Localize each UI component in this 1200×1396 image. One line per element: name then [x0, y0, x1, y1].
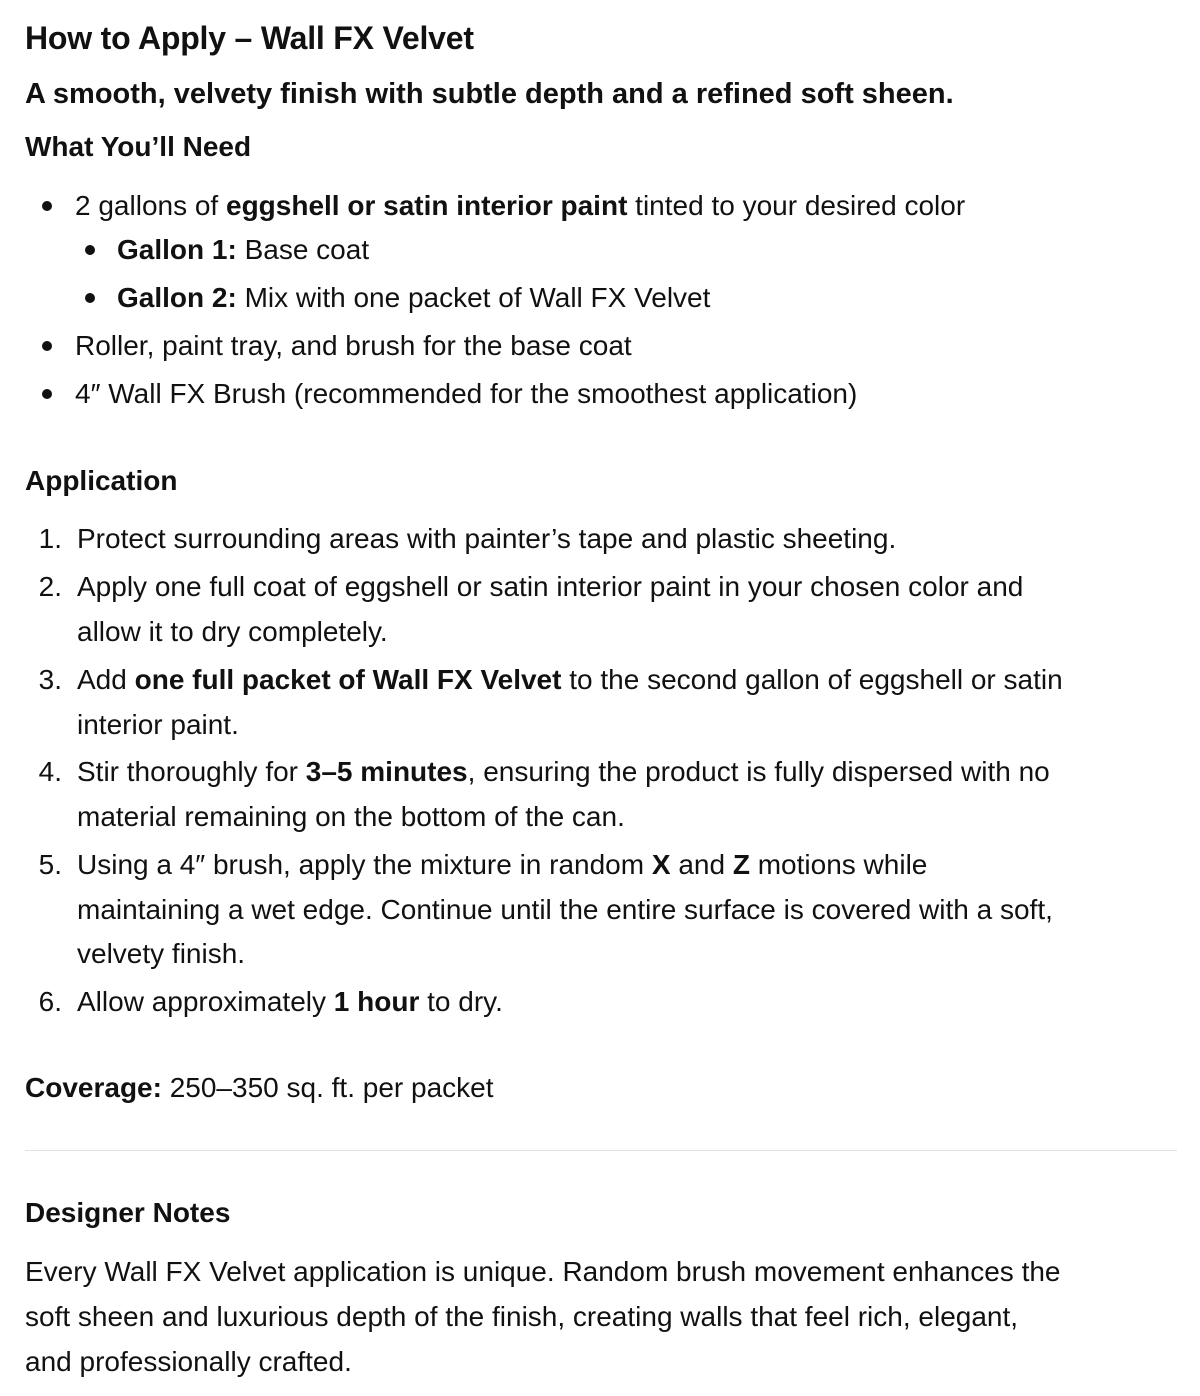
step-3-bold: one full packet of Wall FX Velvet — [134, 664, 562, 695]
step-1-text: Protect surrounding areas with painter’s tape and plastic sheeting. — [77, 523, 897, 554]
needs-sub-gallon-1 — [117, 233, 369, 267]
step-number: 1. — [38, 523, 62, 554]
step-5-bold-x: X — [651, 849, 671, 880]
step-5-mid: and — [670, 849, 733, 880]
coverage-label: Coverage: — [25, 1072, 162, 1103]
step-2-text-line-1: Apply one full coat of eggshell or satin interior paint in your chosen color and — [77, 571, 1024, 602]
step-3-post: to the second gallon of eggshell or satin — [561, 664, 1063, 695]
gallon-1-label: Gallon 1: — [117, 234, 237, 265]
step-6-pre: Allow approximately — [77, 986, 334, 1017]
step-5-text-line-1 — [77, 848, 927, 882]
step-4-post: , ensuring the product is fully dispersed with no — [467, 756, 1050, 787]
needs-heading: What You’ll Need — [25, 131, 252, 162]
step-6-text — [77, 985, 503, 1019]
gallon-2-text: Mix with one packet of Wall FX Velvet — [236, 282, 711, 313]
needs-item-paint-pre: 2 gallons of — [75, 190, 226, 221]
step-5-text-line-3: velvety finish. — [77, 938, 246, 969]
designer-notes-line-1: Every Wall FX Velvet application is unique. Random brush movement enhances the — [25, 1256, 1061, 1287]
needs-item-paint-post: tinted to your desired color — [627, 190, 966, 221]
page-title: How to Apply – Wall FX Velvet — [25, 20, 474, 56]
step-number: 4. — [38, 756, 62, 787]
step-6-bold: 1 hour — [333, 986, 420, 1017]
section-divider — [25, 1150, 1177, 1151]
designer-notes-heading: Designer Notes — [25, 1197, 231, 1228]
step-4-text-line-2: material remaining on the bottom of the can. — [77, 801, 625, 832]
sub-bullet-dot — [85, 245, 95, 255]
sub-bullet-dot — [85, 293, 95, 303]
coverage-value: 250–350 sq. ft. per packet — [161, 1072, 494, 1103]
step-6-post: to dry. — [419, 986, 503, 1017]
step-5-pre: Using a 4″ brush, apply the mixture in random — [77, 849, 652, 880]
gallon-2-label: Gallon 2: — [117, 282, 237, 313]
step-3-text-line-1 — [77, 663, 1063, 697]
step-number: 3. — [38, 664, 62, 695]
step-4-text-line-1 — [77, 755, 1050, 789]
step-number: 2. — [38, 571, 62, 602]
designer-notes-line-3: and professionally crafted. — [25, 1346, 352, 1377]
coverage-line — [25, 1071, 494, 1105]
step-number: 5. — [38, 849, 62, 880]
step-3-text-line-2: interior paint. — [77, 709, 239, 740]
step-5-post: motions while — [749, 849, 928, 880]
needs-item-paint-bold: eggshell or satin interior paint — [226, 190, 628, 221]
bullet-dot — [42, 201, 52, 211]
needs-item-roller: Roller, paint tray, and brush for the base coat — [75, 330, 632, 361]
needs-item-brush: 4″ Wall FX Brush (recommended for the smoothest application) — [75, 378, 858, 409]
step-5-text-line-2: maintaining a wet edge. Continue until the entire surface is covered with a soft, — [77, 894, 1053, 925]
designer-notes-line-2: soft sheen and luxurious depth of the finish, creating walls that feel rich, elegant, — [25, 1301, 1019, 1332]
step-4-bold: 3–5 minutes — [305, 756, 468, 787]
step-5-bold-z: Z — [732, 849, 750, 880]
step-2-text-line-2: allow it to dry completely. — [77, 616, 388, 647]
bullet-dot — [42, 389, 52, 399]
needs-sub-gallon-2 — [117, 281, 710, 315]
application-heading: Application — [25, 465, 178, 496]
needs-item-paint — [75, 189, 965, 223]
page-subtitle: A smooth, velvety finish with subtle depth and a refined soft sheen. — [25, 78, 954, 110]
bullet-dot — [42, 341, 52, 351]
step-number: 6. — [38, 986, 62, 1017]
step-4-pre: Stir thoroughly for — [77, 756, 306, 787]
step-3-pre: Add — [77, 664, 135, 695]
gallon-1-text: Base coat — [236, 234, 370, 265]
